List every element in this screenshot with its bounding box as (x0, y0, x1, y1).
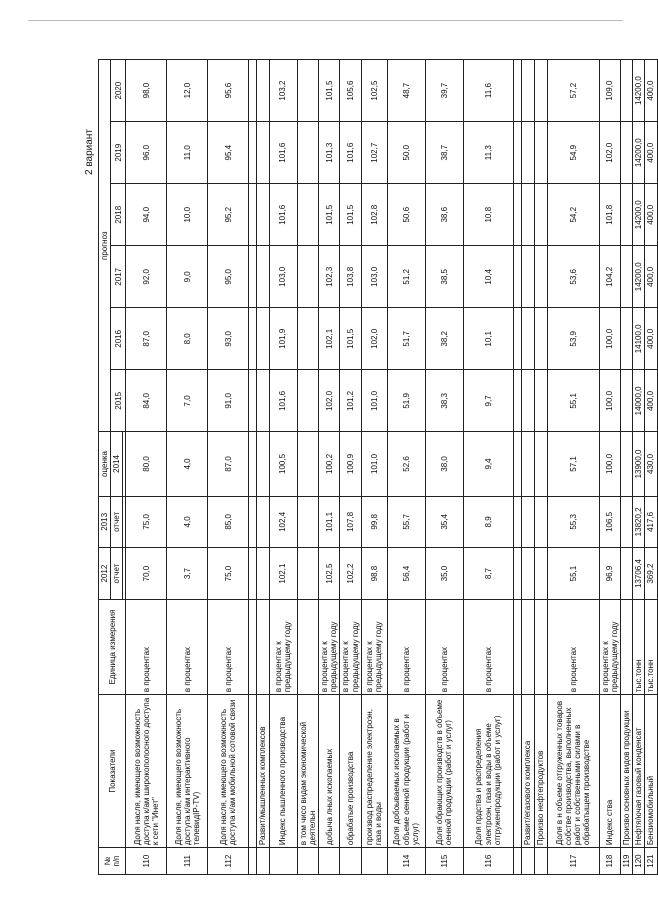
table-row (645, 60, 657, 875)
value-cell: 107,8 (340, 496, 361, 548)
value-cell: 102,0 (361, 308, 387, 370)
header-year-2012: 2012 (99, 548, 111, 600)
unit-cell: в процентах (126, 599, 167, 694)
value-cell: 101,5 (318, 184, 339, 246)
table-row (387, 60, 425, 875)
value-cell (249, 496, 257, 548)
value-cell: 430,0 (645, 432, 657, 496)
value-cell: 53,9 (547, 308, 599, 370)
unit-cell: в процентах (425, 599, 463, 694)
value-cell: 10,4 (463, 246, 513, 308)
value-cell: 13706,4 (633, 548, 645, 600)
value-cell (257, 496, 269, 548)
value-cell: 95,0 (208, 246, 249, 308)
value-cell: 103,8 (340, 246, 361, 308)
value-cell: 38,3 (425, 370, 463, 432)
unit-cell: в процентах к предыдущему году (599, 599, 620, 694)
value-cell: 57,2 (547, 60, 599, 122)
header-year-2016: 2016 (111, 308, 126, 370)
value-cell: 400,0 (645, 184, 657, 246)
table-row (621, 60, 633, 875)
value-cell: 99,8 (361, 496, 387, 548)
header-sub-2014: 2014 (111, 432, 123, 496)
table-row (269, 60, 297, 875)
value-cell: 103,0 (361, 246, 387, 308)
value-cell (297, 432, 318, 496)
value-cell: 75,0 (208, 548, 249, 600)
table-row (633, 60, 645, 875)
value-cell: 95,6 (208, 60, 249, 122)
value-cell (621, 308, 633, 370)
value-cell (249, 184, 257, 246)
value-cell: 101,0 (361, 432, 387, 496)
value-cell (534, 308, 547, 370)
table-row (318, 60, 339, 875)
value-cell: 109,0 (599, 60, 620, 122)
table-row (361, 60, 387, 875)
table-body (126, 60, 657, 875)
indicator-name: Индекс ства (599, 695, 620, 848)
unit-cell: в процентах (387, 599, 425, 694)
value-cell (513, 184, 521, 246)
value-cell (621, 122, 633, 184)
value-cell: 80,0 (126, 432, 167, 496)
value-cell (257, 122, 269, 184)
value-cell: 14200,0 (633, 122, 645, 184)
indicator-name: Доля прдства и распределения электроэн, газа и воды в объеме отгруженпродукции (работ и услуг) (463, 695, 513, 848)
value-cell: 100,5 (269, 432, 297, 496)
value-cell (534, 496, 547, 548)
unit-cell: в процентах (547, 599, 599, 694)
value-cell (521, 370, 534, 432)
row-number (361, 848, 387, 875)
value-cell (621, 548, 633, 600)
table-row (126, 60, 167, 875)
table-row (249, 60, 257, 875)
value-cell: 98,8 (361, 548, 387, 600)
value-cell (534, 370, 547, 432)
indicator-name: Доля насля, имеющего возможность доступа к/ам мобильной сотовой связи (208, 695, 249, 848)
value-cell: 12,0 (167, 60, 208, 122)
indicator-name: Доля обрающих производств в объеме оенной продукции (работ и услуг) (425, 695, 463, 848)
value-cell: 94,0 (126, 184, 167, 246)
header-year-2015: 2015 (111, 370, 126, 432)
value-cell: 38,5 (425, 246, 463, 308)
value-cell: 39,7 (425, 60, 463, 122)
value-cell (257, 184, 269, 246)
row-number (249, 848, 257, 875)
value-cell: 14200,0 (633, 184, 645, 246)
value-cell: 14100,0 (633, 308, 645, 370)
table-row (521, 60, 534, 875)
header-year-2013: 2013 (99, 496, 111, 548)
value-cell: 50,0 (387, 122, 425, 184)
value-cell: 48,7 (387, 60, 425, 122)
value-cell: 8,7 (463, 548, 513, 600)
value-cell: 102,2 (340, 548, 361, 600)
unit-cell (257, 599, 269, 694)
value-cell: 101,6 (340, 122, 361, 184)
value-cell: 7,0 (167, 370, 208, 432)
unit-cell (249, 599, 257, 694)
value-cell (534, 184, 547, 246)
value-cell: 54,2 (547, 184, 599, 246)
value-cell (513, 246, 521, 308)
value-cell: 400,0 (645, 60, 657, 122)
value-cell: 55,1 (547, 548, 599, 600)
value-cell (257, 548, 269, 600)
row-number (513, 848, 521, 875)
unit-cell: в процентах (208, 599, 249, 694)
value-cell: 52,6 (387, 432, 425, 496)
value-cell (621, 496, 633, 548)
value-cell (257, 246, 269, 308)
table-row (297, 60, 318, 875)
row-number: 119 (621, 848, 633, 875)
value-cell (257, 60, 269, 122)
value-cell: 8,9 (463, 496, 513, 548)
table-row (599, 60, 620, 875)
table-row (208, 60, 249, 875)
table-row (513, 60, 521, 875)
value-cell (521, 308, 534, 370)
value-cell (249, 548, 257, 600)
row-number (318, 848, 339, 875)
value-cell: 53,6 (547, 246, 599, 308)
header-estimate: оценка (99, 432, 111, 496)
header-num: № п/п (99, 848, 126, 875)
variant-label: 2 вариант (84, 129, 95, 175)
indicators-table (98, 59, 658, 875)
rotated-content (70, 59, 656, 875)
row-number: 121 (645, 848, 657, 875)
value-cell: 54,9 (547, 122, 599, 184)
unit-cell: в процентах к предыдущему году (269, 599, 297, 694)
indicator-name: в том чисо видам экономической деятельн (297, 695, 318, 848)
value-cell: 70,0 (126, 548, 167, 600)
value-cell: 101,5 (318, 60, 339, 122)
header-year-2018: 2018 (111, 184, 126, 246)
value-cell: 102,5 (318, 548, 339, 600)
value-cell (513, 370, 521, 432)
value-cell: 57,1 (547, 432, 599, 496)
value-cell: 102,7 (361, 122, 387, 184)
row-number (257, 848, 269, 875)
value-cell (621, 370, 633, 432)
value-cell: 11,3 (463, 122, 513, 184)
indicator-name: Бензиомобильный (645, 695, 657, 848)
value-cell: 96,9 (599, 548, 620, 600)
indicator-name: Доля насля, имеющего возможность доступа к/ам широкополосного доступа к сети "Инет" (126, 695, 167, 848)
row-number: 112 (208, 848, 249, 875)
value-cell: 84,0 (126, 370, 167, 432)
value-cell: 35,0 (425, 548, 463, 600)
table-row (463, 60, 513, 875)
row-number: 118 (599, 848, 620, 875)
indicator-name: обрабатые производства (340, 695, 361, 848)
value-cell: 101,8 (599, 184, 620, 246)
value-cell: 4,0 (167, 432, 208, 496)
value-cell: 100,9 (340, 432, 361, 496)
indicator-name (249, 695, 257, 848)
value-cell: 100,0 (599, 308, 620, 370)
indicator-name: Развит/егазового комплекса (521, 695, 534, 848)
value-cell: 92,0 (126, 246, 167, 308)
scan-edge-line (28, 20, 623, 21)
value-cell: 101,3 (318, 122, 339, 184)
value-cell (249, 308, 257, 370)
unit-cell: в процентах (167, 599, 208, 694)
value-cell (513, 496, 521, 548)
value-cell: 417,6 (645, 496, 657, 548)
value-cell (513, 308, 521, 370)
value-cell: 101,5 (340, 184, 361, 246)
value-cell (521, 432, 534, 496)
value-cell (513, 122, 521, 184)
value-cell: 14200,0 (633, 246, 645, 308)
value-cell (257, 370, 269, 432)
unit-cell: в процентах к предыдущему году (340, 599, 361, 694)
value-cell: 9,7 (463, 370, 513, 432)
indicator-name: Доля насля, имеющего возможность доступа к/ам интерактивного телевидIP-TV) (167, 695, 208, 848)
row-number: 110 (126, 848, 167, 875)
unit-cell (521, 599, 534, 694)
value-cell: 101,2 (340, 370, 361, 432)
value-cell: 103,2 (269, 60, 297, 122)
indicator-name: Доля в н объеме отгруженных товаров собстве производства, выполненных работ и собственными силами в обрабатыщем производстве (547, 695, 599, 848)
unit-cell: тыс.тонн (633, 599, 645, 694)
value-cell: 95,4 (208, 122, 249, 184)
indicator-name: Произво нефтепродуктов (534, 695, 547, 848)
value-cell: 101,6 (269, 370, 297, 432)
value-cell: 106,5 (599, 496, 620, 548)
value-cell: 13900,0 (633, 432, 645, 496)
indicator-name: Произво основных видов продукции (621, 695, 633, 848)
value-cell (257, 432, 269, 496)
value-cell: 103,0 (269, 246, 297, 308)
value-cell: 98,0 (126, 60, 167, 122)
value-cell: 102,5 (361, 60, 387, 122)
value-cell (521, 548, 534, 600)
value-cell (297, 246, 318, 308)
value-cell (249, 122, 257, 184)
value-cell: 56,4 (387, 548, 425, 600)
value-cell (249, 246, 257, 308)
value-cell: 87,0 (208, 432, 249, 496)
value-cell: 101,1 (318, 496, 339, 548)
value-cell (521, 496, 534, 548)
value-cell (513, 60, 521, 122)
indicator-name: добыча лных ископаемых (318, 695, 339, 848)
value-cell (521, 184, 534, 246)
value-cell (513, 432, 521, 496)
value-cell (534, 548, 547, 600)
value-cell: 96,0 (126, 122, 167, 184)
value-cell: 10,8 (463, 184, 513, 246)
indicator-name: Индекс пышленного производства (269, 695, 297, 848)
value-cell: 38,7 (425, 122, 463, 184)
value-cell (621, 246, 633, 308)
value-cell: 38,0 (425, 432, 463, 496)
value-cell: 55,1 (547, 370, 599, 432)
value-cell: 101,0 (361, 370, 387, 432)
value-cell: 3,7 (167, 548, 208, 600)
value-cell: 51,7 (387, 308, 425, 370)
indicator-name: Развит/мышленных комплексов (257, 695, 269, 848)
value-cell: 101,5 (340, 308, 361, 370)
row-number (534, 848, 547, 875)
value-cell (521, 246, 534, 308)
row-number: 114 (387, 848, 425, 875)
value-cell: 35,4 (425, 496, 463, 548)
table-row (547, 60, 599, 875)
value-cell (621, 432, 633, 496)
value-cell: 102,0 (318, 370, 339, 432)
header-sub-2012: отчет (111, 548, 123, 600)
table-row (257, 60, 269, 875)
table-header (99, 60, 126, 875)
unit-cell (621, 599, 633, 694)
row-number: 115 (425, 848, 463, 875)
value-cell: 10,1 (463, 308, 513, 370)
value-cell: 9,0 (167, 246, 208, 308)
indicator-name: Доля добоываемых ископаемых в объеме оенной продукции (работ и услуг) (387, 695, 425, 848)
value-cell: 400,0 (645, 122, 657, 184)
value-cell: 75,0 (126, 496, 167, 548)
header-forecast: прогноз (99, 60, 111, 432)
value-cell: 8,0 (167, 308, 208, 370)
value-cell: 87,0 (126, 308, 167, 370)
header-sub-2013: отчет (111, 496, 123, 548)
value-cell: 51,9 (387, 370, 425, 432)
value-cell: 10,0 (167, 184, 208, 246)
value-cell (534, 246, 547, 308)
table-row (425, 60, 463, 875)
row-number: 111 (167, 848, 208, 875)
table-row (340, 60, 361, 875)
value-cell: 55,7 (387, 496, 425, 548)
unit-cell (513, 599, 521, 694)
value-cell: 101,6 (269, 184, 297, 246)
value-cell (534, 432, 547, 496)
value-cell: 85,0 (208, 496, 249, 548)
row-number: 117 (547, 848, 599, 875)
value-cell: 13820,2 (633, 496, 645, 548)
value-cell (297, 184, 318, 246)
value-cell: 101,6 (269, 122, 297, 184)
indicator-name: Нефтя/ючая газовый конденсат (633, 695, 645, 848)
value-cell: 102,8 (361, 184, 387, 246)
unit-cell (534, 599, 547, 694)
value-cell: 100,2 (318, 432, 339, 496)
unit-cell: в процентах к предыдущему году (318, 599, 339, 694)
value-cell (521, 122, 534, 184)
value-cell: 100,0 (599, 370, 620, 432)
unit-cell (297, 599, 318, 694)
value-cell: 400,0 (645, 308, 657, 370)
value-cell: 14200,0 (633, 60, 645, 122)
value-cell: 55,3 (547, 496, 599, 548)
unit-cell: тыс.тонн (645, 599, 657, 694)
unit-cell: в процентах к предыдущему году (361, 599, 387, 694)
header-indicator: Показатели (99, 695, 126, 848)
value-cell: 9,4 (463, 432, 513, 496)
value-cell (257, 308, 269, 370)
value-cell (297, 122, 318, 184)
value-cell: 93,0 (208, 308, 249, 370)
value-cell: 400,0 (645, 370, 657, 432)
header-year-2017: 2017 (111, 246, 126, 308)
value-cell (534, 122, 547, 184)
value-cell: 104,2 (599, 246, 620, 308)
header-unit: Единица измерения (99, 599, 126, 694)
value-cell: 91,0 (208, 370, 249, 432)
value-cell: 38,6 (425, 184, 463, 246)
value-cell: 102,0 (599, 122, 620, 184)
value-cell: 100,0 (599, 432, 620, 496)
value-cell: 11,6 (463, 60, 513, 122)
value-cell (297, 548, 318, 600)
value-cell: 38,2 (425, 308, 463, 370)
value-cell: 11,0 (167, 122, 208, 184)
value-cell (534, 60, 547, 122)
value-cell (621, 184, 633, 246)
value-cell (297, 308, 318, 370)
header-year-2020: 2020 (111, 60, 126, 122)
value-cell: 102,1 (318, 308, 339, 370)
header-year-2019: 2019 (111, 122, 126, 184)
row-number (269, 848, 297, 875)
value-cell (249, 370, 257, 432)
value-cell (297, 60, 318, 122)
row-number (340, 848, 361, 875)
row-number: 116 (463, 848, 513, 875)
indicator-name: производ распределение электроэн, газа и воды (361, 695, 387, 848)
value-cell (513, 548, 521, 600)
value-cell: 14000,0 (633, 370, 645, 432)
value-cell (521, 60, 534, 122)
value-cell (249, 60, 257, 122)
value-cell: 101,9 (269, 308, 297, 370)
value-cell: 51,2 (387, 246, 425, 308)
value-cell (249, 432, 257, 496)
value-cell: 4,0 (167, 496, 208, 548)
value-cell: 102,1 (269, 548, 297, 600)
unit-cell: в процентах (463, 599, 513, 694)
value-cell: 102,3 (318, 246, 339, 308)
value-cell: 102,4 (269, 496, 297, 548)
value-cell: 400,0 (645, 246, 657, 308)
table-row (167, 60, 208, 875)
value-cell: 50,6 (387, 184, 425, 246)
value-cell (297, 496, 318, 548)
value-cell (621, 60, 633, 122)
table-row (534, 60, 547, 875)
value-cell: 369,2 (645, 548, 657, 600)
row-number (297, 848, 318, 875)
row-number (521, 848, 534, 875)
value-cell: 95,2 (208, 184, 249, 246)
value-cell (297, 370, 318, 432)
indicator-name (513, 695, 521, 848)
row-number: 120 (633, 848, 645, 875)
value-cell: 105,6 (340, 60, 361, 122)
